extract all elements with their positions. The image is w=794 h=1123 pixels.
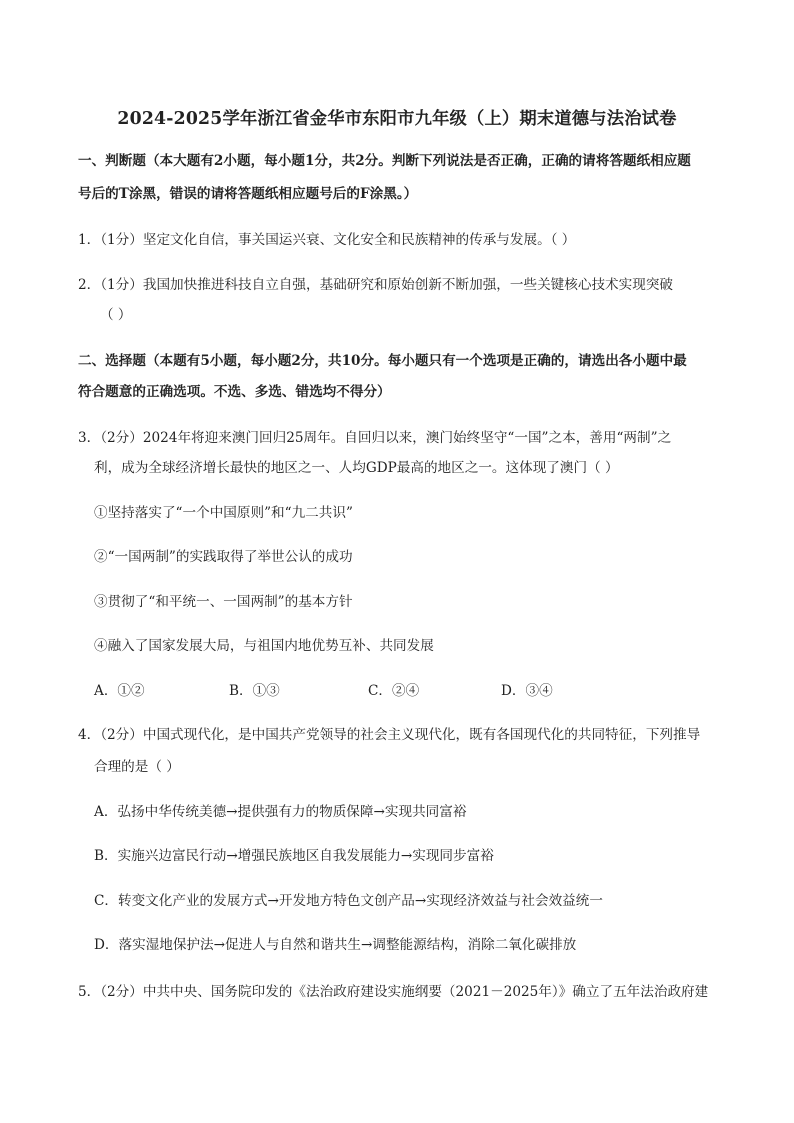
question-3-item-2: ②“一国两制”的实践取得了举世公认的成功 [94,549,353,565]
question-4-option-d: D．落实湿地保护法→促进人与自然和谐共生→调整能源结构，消除二氧化碳排放 [94,937,577,953]
section-1-heading-line-2: 号后的T涂黑，错误的请将答题纸相应题号后的F涂黑。） [78,186,418,202]
question-4-line-1: 4．（2分）中国式现代化，是中国共产党领导的社会主义现代化，既有各国现代化的共同特征，下列推导 [78,727,701,743]
question-3-option-b: B．①③ [229,683,280,699]
question-3-line-1: 3．（2分）2024年将迎来澳门回归25周年。自回归以来，澳门始终坚守“一国”之本，善用“两制”之 [78,430,672,446]
question-1: 1．（1分）坚定文化自信，事关国运兴衰、文化安全和民族精神的传承与发展。（ ） [78,232,576,248]
question-3-item-4: ④融入了国家发展大局，与祖国内地优势互补、共同发展 [94,638,434,654]
question-3-option-d: D．③④ [501,683,553,699]
page-title: 2024-2025学年浙江省金华市东阳市九年级（上）期末道德与法治试卷 [117,109,677,129]
section-2-heading-line-1: 二、选择题（本题有5小题，每小题2分，共10分。每小题只有一个选项是正确的，请选出各小题中最 [78,353,687,369]
question-4-option-a: A．弘扬中华传统美德→提供强有力的物质保障→实现共同富裕 [94,804,467,820]
question-2-line-2: （ ） [100,307,132,323]
question-3-option-a: A．①② [94,683,145,699]
question-4-line-2: 合理的是（ ） [94,759,180,775]
section-1-heading-line-1: 一、判断题（本大题有2小题，每小题1分，共2分。判断下列说法是否正确，正确的请将答题纸相应题 [78,153,691,169]
question-2-line-1: 2．（1分）我国加快推进科技自立自强，基础研究和原始创新不断加强，一些关键核心技术实现突破 [78,277,674,293]
question-5-line-1: 5．（2分）中共中央、国务院印发的《法治政府建设实施纲要（2021－2025年）》确立了五年法治政府建 [78,984,709,1000]
section-2-heading-line-2: 符合题意的正确选项。不选、多选、错选均不得分） [78,384,391,400]
question-3-line-2: 利，成为全球经济增长最快的地区之一、人均GDP最高的地区之一。这体现了澳门（ ） [94,460,619,476]
question-4-option-b: B．实施兴边富民行动→增强民族地区自我发展能力→实现同步富裕 [94,848,494,864]
question-3-item-3: ③贯彻了“和平统一、一国两制”的基本方针 [94,594,353,610]
question-3-option-c: C．②④ [368,683,420,699]
question-4-option-c: C．转变文化产业的发展方式→开发地方特色文创产品→实现经济效益与社会效益统一 [94,893,603,909]
question-3-item-1: ①坚持落实了“一个中国原则”和“九二共识” [94,505,353,521]
